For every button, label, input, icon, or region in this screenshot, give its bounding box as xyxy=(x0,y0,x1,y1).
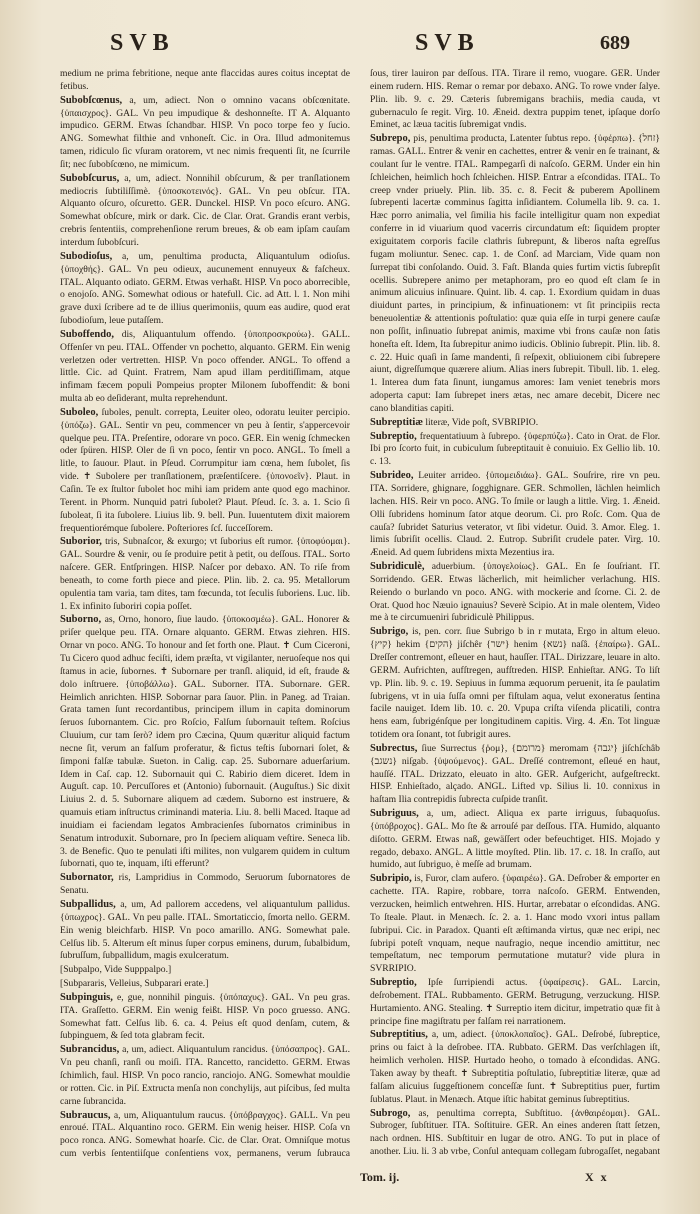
entry-text: [Subpalpo, Vide Supppalpo.] xyxy=(60,964,172,976)
entry-text: ſous, tirer lauiron par deſſous. ITA. Tirare il remo, vuogare. GER. Under einem rudern. HIS. Remar o remar por debaxo. ANG. To rowe vnder ſalye. Plin. lib. 9. c. 29. Cæteris ſubremigans brachiis, media cauda, vt gubernaculo ſe regit. Virg. 10. Æneid. dextra puppim tenet, ipſaque dorſo Eminet, ac læua tacitis ſubremigat vndis. xyxy=(370,68,660,131)
dictionary-entry xyxy=(370,68,660,132)
entry-text: frequentatiuum à ſubrepo. {ὑφερπύζω}. Cato in Orat. de Flor. Ibi pro ſcorto fuit, in cubiculum ſubreptitauit è conuiuio. Ex Gellio lib. 10. c. 13. xyxy=(370,430,660,468)
dictionary-entry xyxy=(60,407,350,535)
dictionary-entry xyxy=(60,95,350,172)
entry-text: a, um, adiect. Aliqua ex parte irriguus, ſubaquoſus. {ὑπόβροχος}. GAL. Mo ſte & arrouſé par deſſous. ITA. Humido, alquanto diſotto. GERM. Etwas naß, gewäſſert oder befeuchtiget. HIS. Mojado y regado, debaxo. ANGL. A little moyſted. Plin. lib. 17. c. 18. In craſſo, aut humido, aut ſubriguo, è meſſe ad brumam. xyxy=(370,808,660,871)
dictionary-entry xyxy=(370,873,660,976)
dictionary-entry xyxy=(370,417,660,430)
dictionary-entry xyxy=(370,743,660,807)
entry-headword: Suborno, xyxy=(60,614,102,626)
entry-text: a, um, penultima producta, Aliquantulum odioſus. {ὑποχθής}. GAL. Vn peu odieux, aucunement ennuyeux & faſcheux. ITAL. Alquanto odiato. GERM. Etwas verhaßt. HISP. Vn poco aborrecible, o enojoſo. ANG. Somewhat odious or hatefull. Cic. ad Att. l. 1. Non mihi grave duxi ſcribere ad te de illius querimoniis, quum eas audire, quod erat ſubodioſum, leue putaſſem. xyxy=(60,250,350,327)
entry-text: literæ, Vide poſt, SVBRIPIO. xyxy=(425,416,539,428)
entry-text: is, Furor, clam aufero. {ὑφαιρέω}. GA. Deſrober & emporter en cachette. ITA. Rapire, robbare, torra naſcoſo. GERM. Entwenden, verzucken, heimlich entwehren. HIS. Hurtar, arrebatar o eſcondidas. ANG. To ſteale. Plaut. in Menæch. ſc. 2. a. 1. Hanc modo vxori intus pallam ſubripui. Cic. in Paradox. Quanti eſt æſtimanda virtus, quæ nec eripi, nec ſubripi poteſt vnquam, neque naufragio, neque incendio amittitur, nec tempeſtatum, nec temporum permutatione mutatur? vide plura in SVRRIPIO. xyxy=(370,873,660,975)
entry-text: tris, Subnaſcor, & exurgo; vt ſuborius eſt rumor. {ὑποφύομαι}. GAL. Sourdre & venir, ou ſe produire petit à petit, ou deſſous. ITAL. Sorto naſcere. GER. Entſpringen. HISP. Naſcer por debaxo. AN. To riſe from beneath, to come forth piece and piece. Plin. lib. 2. ca. 95. Metallorum opulentia tam varia, tam dites, tam fœcunda, tot ſeculis ſuboriens. Luc. lib. 1. Ex infinito ſuboriri copia poſſet. xyxy=(60,536,350,612)
entry-text: a, um, adiect. Nonnihil obſcurum, & per tranſlationem mediocris ſubtiliſſimè. {ὑποσκοτεινός}. GAL. Vn peu obſcur. ITA. Alquanto oſcuro, oſcuretto. GER. Dunckel. HISP. Vn poco eſcuro. ANG. Somewhat obſcure, mirk or dark. Cic. de Clar. Orat. Grandis erant verbis, crebris ſententiis, comprehenſione rerum breues, & ob eam ipſam cauſam interdum ſubobſcuri. xyxy=(60,172,350,248)
entry-headword: Subreptitius, xyxy=(370,1029,428,1041)
dictionary-entry xyxy=(60,1110,350,1159)
entry-text: a, um, Ad pallorem accedens, vel aliquantulum pallidus. {ὑπωχρος}. GAL. Vn peu palle. ITAL. Smortaticcio, ſmorta nello. GERM. Ein wenig bleichfarb. HISP. Vn poco amarillo. ANG. Somewhat pale. Celſus lib. 5. Alterum eſt minus ſuper corpus eminens, durum, ſubalbidum, ſubruſſum, ſubpallidum, magis exulceratum. xyxy=(60,899,350,962)
entry-text: Leuiter arrideo. {ὑπομειδιάω}. GAL. Souſrire, rire vn peu. ITA. Sorridere, ghignare, ſogghignare. GER. Schmollen, lächlen heimlich lachen. HIS. Reir vn poco. ANG. To ſmile or laugh a little. Virg. 1. Æneid. Olli ſubridens hominum ſator atque deorum. Ci. pro Roſc. Com. Qua de cauſa? ſubridet Saturius veterator, vt ſibi videtur. Ouid. 3. Amor. Eleg. 1. limis ſubriſit ocellis. Claud. 2. Eutrop. Subriſit crudele pater. Virg. 10. Æneid. Ad quem ſubridens mixta Mezentius ira. xyxy=(370,470,660,559)
entry-text: ſuboles, penult. correpta, Leuiter oleo, odoratu leuiter percipio. {ὑπόζω}. GAL. Sentir vn peu, commencer vn peu à ſentir, s'appercevoir quelque peu. ITA. Preſentire, odorare vn poco. GER. Ein wenig ſchmecken oder ſpüren. HISP. Oler de ſi vn poco, ſentir vn poco. ANGL. To ſmell a litle, to ſauour. Plaut. in Pſeud. Corrumpitur iam cœna, hem ſubolet, ſis vide. ✝ Subolere per tranſlationem, præſentiſcere. {ὑπονοεῖν}. Plaut. in Caſin. Te ex ſtultor ſubolet hoc mihi iam pridem ante quod ego machinor. Terent. in Phorm. Nunquid patri ſubolet? Plaut. Pſeud. ſc. 3. a. 1. Scio ſi ſuboleat, ſi ita ſubolere. Liuius lib. 9. bell. Pun. Iuuentutem dixit maiorem frequentiorémque ſubolere. Poſteriores ſcſ. ſucceſſorem. xyxy=(60,406,350,534)
dictionary-entry xyxy=(370,808,660,872)
entry-text: a, um, adiect. Non o omnino vacans obſcœnitate. {ὑπαισχρος}. GAL. Vn peu impudique & deshonneſte. IT A. Alquanto impudico. GERM. Etwas ſchandbar. HISP. Vn poco torpe feo y ſucio. ANG. Somewhat filthie and vnhoneſt. Cic. in Ora. Illud admonitemus tamen, ridiculo ſic vſuram oratorem, vt nec nimis frequenti ſit, ne ſcurrile ſit; nec ſubobſcœno, ne mimicum. xyxy=(60,94,350,170)
entry-headword: Subriguus, xyxy=(370,808,419,820)
entry-headword: Subornator, xyxy=(60,872,114,884)
entry-headword: Subreptitiæ xyxy=(370,416,423,428)
page-number: 689 xyxy=(600,32,630,54)
dictionary-entry xyxy=(60,68,350,94)
dictionary-entry xyxy=(370,1108,660,1159)
volume-label: Tom. ij. xyxy=(360,1170,400,1184)
entry-headword: Suboleo, xyxy=(60,406,99,418)
entry-text: aduerbium. {ὑπογελοίως}. GAL. En ſe ſouſriant. IT. Sorridendo. GER. Etwas lächerlich, mit heimlicher verlachung. HIS. Reiendo o burlando vn poco. ANG. with mockerie and ſcorne. Ci. 2. de Orat. Quod hoc Næuio ignauius? Severè Scipio. At in male olentem, Video me à te circumueniri ſubridiculè Philippus. xyxy=(370,561,660,624)
entry-headword: Subrectus, xyxy=(370,742,418,754)
entry-headword: Subrideo, xyxy=(370,470,414,482)
page-footer xyxy=(0,1170,700,1190)
entry-text: a, um, adiect. {ὑποκλοπαῖος}. GAL. Deſrobé, ſubreptice, prins ou faict à la deſrobee. ITA. Rubbato. GERM. Das verſchlagen iſt, heimlich verholen. HISP. Hurtado heoho, o tomado à eſcondidas. ANG. Taken away by theaft. ✝ Subreptitia poſtulatio, ſubreptitiæ literæ, quæ ad falſam alicuius ſuggeſtionem conceſſæ ſunt. ✝ Subreptitius puer, furtim ſublatus. Plaut. in Menæch. Atque iſtic habitat geminus ſubreptitius. xyxy=(370,1029,660,1105)
entry-text: a, um, adiect. Aliquantulum rancidus. {ὑπόσαπρος}. GAL. Vn peu chanſi, ranſi ou moiſi. ITA. Rancetto, rancidetto. GERM. Etwas ſchimlich, faul. HISP. Vn poco rancio, ranciojo. ANG. Somewhat mouldie or rotten. Cic. in Piſ. Extructa menſa non conchylijs, aut piſcibus, ſed multa carne ſubrancida. xyxy=(60,1044,350,1107)
dictionary-entry xyxy=(370,431,660,470)
entry-headword: Subpinguis, xyxy=(60,991,113,1003)
entry-text: ſiue Surrectus {ῥομ}, {מרומם} meromam {יגבה} jiſchſchâb {נשגב} niſgab. {ὑψούμενος}. GAL. Dreſſé contremont, eſleué en haut, hauſſé. ITAL. Drizzato, eleuato in alto. GER. Aufgericht, aufgeſtreckt. HISP. Enhieſtado, alçado. ANGL. Lifted vp. Silius li. 10. connixus in haſtam Ilia contrepidis ſubrecta cuſpide tranſit. xyxy=(370,742,660,806)
entry-text: e, gue, nonnihil pinguis. {ὑπόπαχυς}. GAL. Vn peu gras. ITA. Graſſetto. GERM. Ein wenig feißt. HISP. Vn poco gruesso. ANG. Somewhat fatt. Celſus lib. 6. ca. 4. Peius eſt quod denſam, cutem, & ſubpinguem, & ſed tota glabram fecit. xyxy=(60,991,350,1042)
entry-text: as, Orno, honoro, ſiue laudo. {ὑποκοσμέω}. GAL. Honorer & priſer quelque peu. ITA. Ornare alquanto. GERM. Etwas ziehren. HIS. Ornar vn poco. ANG. To honour and ſet forth one. Plaut. ✝ Cum Ciceroni, Tu Cicero quod adhuc feciſti, idem præſta, vt vigilanter, neruoſeque nos qui ſtamus in acie, ſubornes. ✝ Subornare per tranſl. aliquid, id eſt, fraude & dolo inſtruere. {ὑποβάλλω}. GAL. Suborner. ITA. Subornare. GER. Heimlich anrichten. HISP. Sobornar para ſauor. Plin. in Paneg. ad Traian. Grata tamen ſunt recordantibus, principem illum in capita dominorum ſeruos ſubornantem. Cic. pro Roſcio, Falſum ſubornauit teſtem. Roſcius Cluuium, cur tam ſerò? idem pro Cæcina, Quum quæritur aliquid factum necne ſit, verum an falſum proferatur, & fictus teſtis ſubornari ſolet, & ſimponi falſæ tabulæ. Sueton. in Calig. cap. 25. Subornare aduerſarium. Idem in Caſ. cap. 12. Subornauit qui C. Rabirio diem diceret. Idem in Auguſt. cap. 10. Percuſſores et (Antonio) ſubornauit. (Auguſtus.) Sic dixit Liuius 2. d. 5. Subornare aliquem ad cædem. Suborno est instruere, & quamuis etiam inſtructus criminandi materia. Liu. 8. belli Maced. Itaque ad inuidiam ei faciendam legatos Ambracienſes ſubornatos criminibus in Senatum introduxit. Subornare, pro In ſpeciem aliquam veſtire. Seneca lib. 3. de Benefic. Quo te penulati iſti milites, non vulgarem quidem in cultum ſubornati, quo te, inquam, iſti efferunt? xyxy=(60,614,350,870)
dictionary-entry xyxy=(60,992,350,1043)
dictionary-entry xyxy=(60,978,350,991)
entry-headword: Subreptio, xyxy=(370,977,417,989)
dictionary-entry xyxy=(60,329,350,406)
entry-headword: Subripio, xyxy=(370,873,412,885)
entry-headword: Subrogo, xyxy=(370,1107,411,1119)
dictionary-entry xyxy=(60,251,350,328)
entry-headword: Subreptio, xyxy=(370,430,417,442)
dictionary-entry xyxy=(60,872,350,898)
entry-headword: Subpallidus, xyxy=(60,899,116,910)
entry-text: pis, penultima producta, Latenter ſubtus repo. {ὑφέρπω}. {זחל} ramas. GALL. Entrer & venir en cachettes, entrer & venir en ſe trainant, & coulant ſur le ventre. ITAL. Rampegarſi di naſcoſo. GERM. Under ein hin ſchleichen, heimlich hoch ſchleichen. HISP. Entrar a eſcondidas. ITAL. To creep vnder priuely. Plin. lib. 35. c. 8. Fecit & puberem Apollinem ſubrepenti lacertæ comminus ſagitta inſidiantem. Columella lib. 9. ca. 1. Hæc porro animalia, vel ſimilia his facile intelligitur quam non expediat conferre in id viuarium quod vacerris circundatum eſt: ſiquidem propter exiguitatem corporis facile clathris ſubrepunt, & liberos naſta egreſſus fugam moliuntur. Senec. cap. 1. de Conſ. ad Marciam, Vide quam non ſurrepat tibi conſolando. Ouid. 3. Faſt. Blanda quies furtim victis ſubrepſit ocellis. Subrepere animo per metaphoram, pro eo quod eſt clam ſe in animum alicuius inſinuare. Quint. lib. 4. cap. 1. Exordium quidam in duas diuidunt partes, in principium, & infinuationem: vt ſit principiis recta beneuolentiæ & attentionis poſtulatio: quæ quia eſſe in turpi genere cauſæ non poſſit, inſinuatio ſubrepat animis, maxime vbi frons cauſæ non ſatis honeſta eſt. Idem, Ita ſubrepitur animo iudicis. Oblinio ſubrepit. Plin. lib. 8. c. 22. Huic quaſi in ſame mandenti, ſi reſpexit, obliuionem cibi ſubrepere aiunt, digreſſumque quærere alium. Alias iners ſubrepit. Tibull. lib. 1. eleg. 1. Interea dum fata ſinunt, iungamus amores: Iam veniet tenebris mors adoperta caput: Iam ſubrepet iners ætas, nec amare decebit, Dicere nec cano blanditias capiti. xyxy=(370,133,660,414)
running-head-left: SVB xyxy=(110,30,175,56)
entry-text: [Subpararis, Velleius, Subparari erate.] xyxy=(60,978,209,990)
dictionary-entry xyxy=(60,536,350,613)
dictionary-entry xyxy=(60,899,350,963)
entry-text: ris, Lampridius in Commodo, Seruorum ſubornatores de Senatu. xyxy=(60,872,350,897)
entry-headword: Suboffendo, xyxy=(60,328,114,340)
text-columns xyxy=(60,68,660,1158)
entry-headword: Subrepo, xyxy=(370,133,411,145)
entry-text: as, penultima correpta, Subſtituo. {ἀνθαιρέομαι}. GAL. Subroger, ſubſtituer. ITA. Soſtituire. GER. An eines anderen ſtatt ſetzen, nach ordnen. HIS. Subſtituir en lugar de otro. ANG. To put in place of another. Liu. li. 3 ab vrbe, Conſul antequam collegam ſubrogaſſet, negabant xyxy=(370,1107,660,1158)
entry-headword: Suborior, xyxy=(60,536,102,548)
entry-headword: Subrigo, xyxy=(370,626,409,638)
running-head-right: SVB xyxy=(415,30,480,56)
entry-text: is, pen. corr. ſiue Subrigo b in r mutata, Ergo in altum eleuo. {קיץ} hekim {הקים} jiſchêr {ישר} henim {נשא} naſâ. {ἐπαίρω}. GAL. Dreſſer contremont, eſleuer en haut, hauſſer. ITAL. Dirizzare, leuare in alto. GERM. Aufrichten, aufſtregen, aufſtreden. HISP. Enhieſtar. ANG. To liſt vp. Plin. lib. 9. c. 19. Sepiuus in ſumma æquorum peruenit, ita ſe paulatim ſubrigens, vt in uia ſuſſa omni per fiſtulam aqua, velut exoneratus ſentina facile nauiget. Idem lib. 10. c. 20. Vpupa criſta viſenda plicatili, contra hens eam, ſubrigénſque per longitudinem capitis. Virg. 4. Æn. Tot linguæ totidem ora ſonant, tot ſubrigit aures. xyxy=(370,626,660,741)
dictionary-entry xyxy=(370,470,660,560)
dictionary-entry xyxy=(60,614,350,871)
entry-headword: Subobſcœnus, xyxy=(60,94,123,106)
entry-text: Ipſe ſurripiendi actus. {ὑφαίρεσις}. GAL. Larcin, deſrobement. ITAL. Rubbamento. GERM. Betrugung, verzuckung. HISP. Hurtamiento. ANG. Stealing. ✝ Surreptio item dicitur, impetratio quæ fit à principe fine magiſtratu per falſam rei narrationem. xyxy=(370,977,660,1027)
entry-headword: Subridiculè, xyxy=(370,561,425,573)
signature-mark: X x xyxy=(585,1170,609,1184)
entry-text: medium ne prima febritione, neque ante flaccidas aures coitus inceptat de fetibus. xyxy=(60,68,350,92)
entry-headword: Subodioſus, xyxy=(60,250,113,262)
entry-headword: Subobſcurus, xyxy=(60,172,120,184)
dictionary-entry xyxy=(370,626,660,742)
dictionary-entry xyxy=(60,964,350,977)
page-header xyxy=(0,30,700,58)
dictionary-entry xyxy=(370,561,660,625)
entry-headword: Subrancidus, xyxy=(60,1044,120,1056)
entry-text: dis, Aliquantulum offendo. {ὑποπροσκρούω}. GALL. Offenſer vn peu. ITAL. Offender vn pochetto, alquanto. GERM. Ein wenig verletzen oder vertretten. HISP. Vn poco offender. ANGL. To offend a little. Cic. ad Quint. Fratrem, Nam apud illam perditiſſimam, atque infimam fæcem populi Pompeius propter Milonem ſuboffendit: & boni multa ab eo deſiderant, multa reprehendunt. xyxy=(60,328,350,405)
entry-text: a, um, Aliquantulum raucus. {ὑπόβραγχος}. GALL. Vn peu enroué. ITAL. Alquantino roco. GERM. Ein wenig heiser. HISP. Coſa vn poco ronca. ANG. Somewhat hoarſe. Cic. de Clar. Orat. Omniſque motus cum verbis ſententiiſque conſentiens vox, permanens, verum ſubrauca xyxy=(60,1109,350,1158)
dictionary-entry xyxy=(370,977,660,1028)
dictionary-entry xyxy=(60,1044,350,1108)
dictionary-entry xyxy=(60,173,350,250)
dictionary-entry xyxy=(370,1029,660,1106)
right-column xyxy=(370,68,660,1158)
entry-headword: Subraucus, xyxy=(60,1109,111,1121)
left-column xyxy=(60,68,350,1158)
dictionary-entry xyxy=(370,133,660,416)
